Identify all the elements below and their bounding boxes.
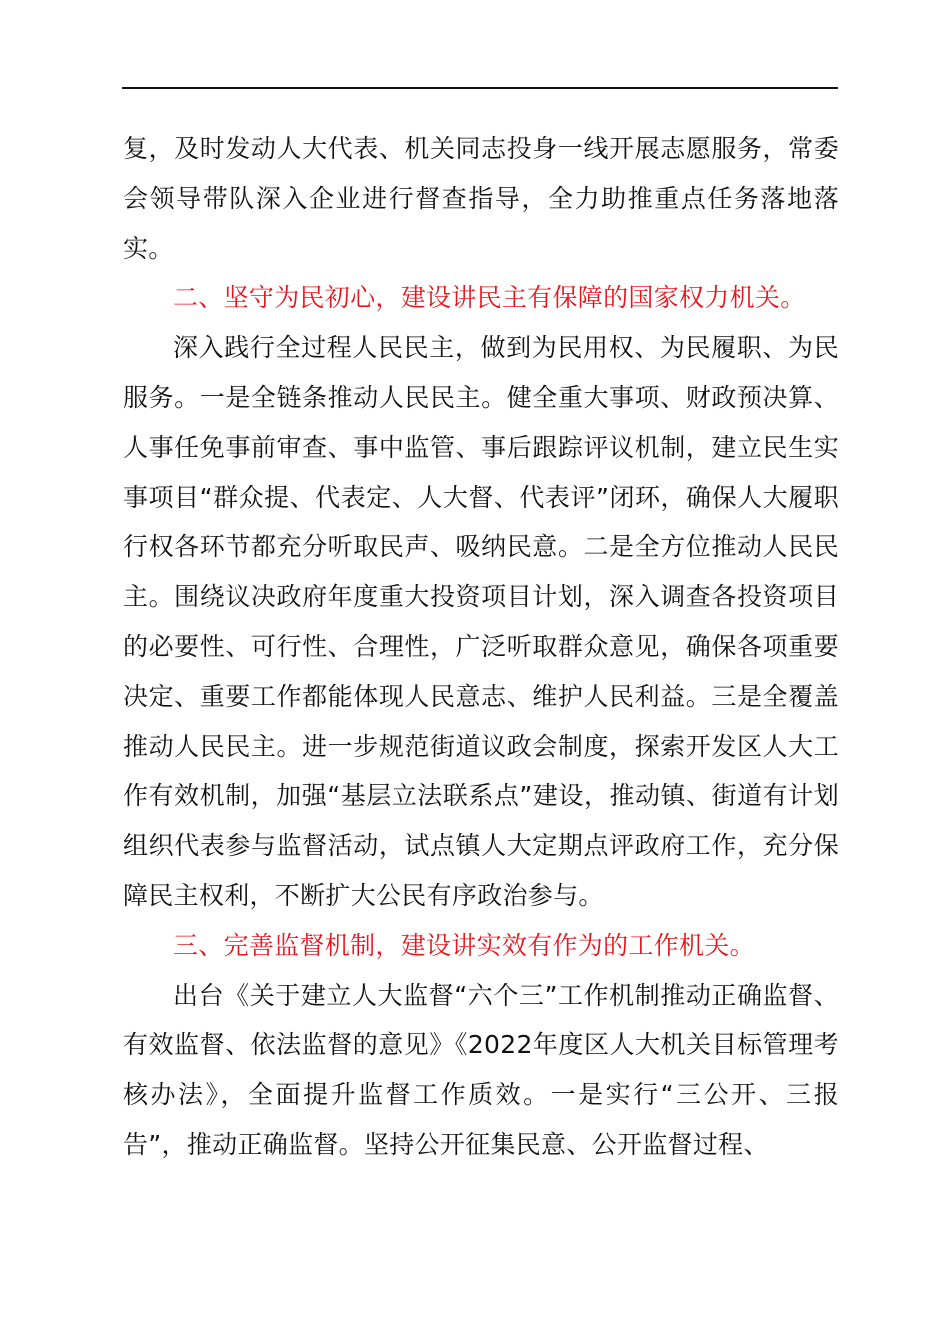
paragraph-section-two-body: 深入践行全过程人民民主，做到为民用权、为民履职、为民服务。一是全链条推动人民民主。健全重大事项、财政预决算、人事任免事前审查、事中监管、事后跟踪评议机制，建立民生实事项目“群众提、代表定、人大督、代表评”闭环，确保人大履职行权各环节都充分听取民声、吸纳民意。二是全方位推动人民民主。围绕议决政府年度重大投资项目计划，深入调查各投资项目的必要性、可行性、合理性，广泛听取群众意见，确保各项重要决定、重要工作都能体现人民意志、维护人民利益。三是全覆盖推动人民民主。进一步规范街道议政会制度，探索开发区人大工作有效机制，加强“基层立法联系点”建设，推动镇、街道有计划组织代表参与监督活动，试点镇人大定期点评政府工作，充分保障民主权利，不断扩大公民有序政治参与。 — [123, 333, 839, 910]
document-body — [123, 124, 839, 1170]
header-rule — [122, 87, 838, 89]
paragraph-continued-text: 复，及时发动人大代表、机关同志投身一线开展志愿服务，常委会领导带队深入企业进行督查指导，全力助推重点任务落地落实。 — [123, 134, 839, 263]
paragraph-section-three-body: 出台《关于建立人大监督“六个三”工作机制推动正确监督、有效监督、依法监督的意见》《2022年度区人大机关目标管理考核办法》，全面提升监督工作质效。一是实行“三公开、三报告”，推动正确监督。坚持公开征集民意、公开监督过程、 — [123, 980, 839, 1159]
section-heading-two: 二、坚守为民初心，建设讲民主有保障的国家权力机关。 — [173, 283, 806, 313]
section-heading-three: 三、完善监督机制，建设讲实效有作为的工作机关。 — [173, 930, 755, 960]
